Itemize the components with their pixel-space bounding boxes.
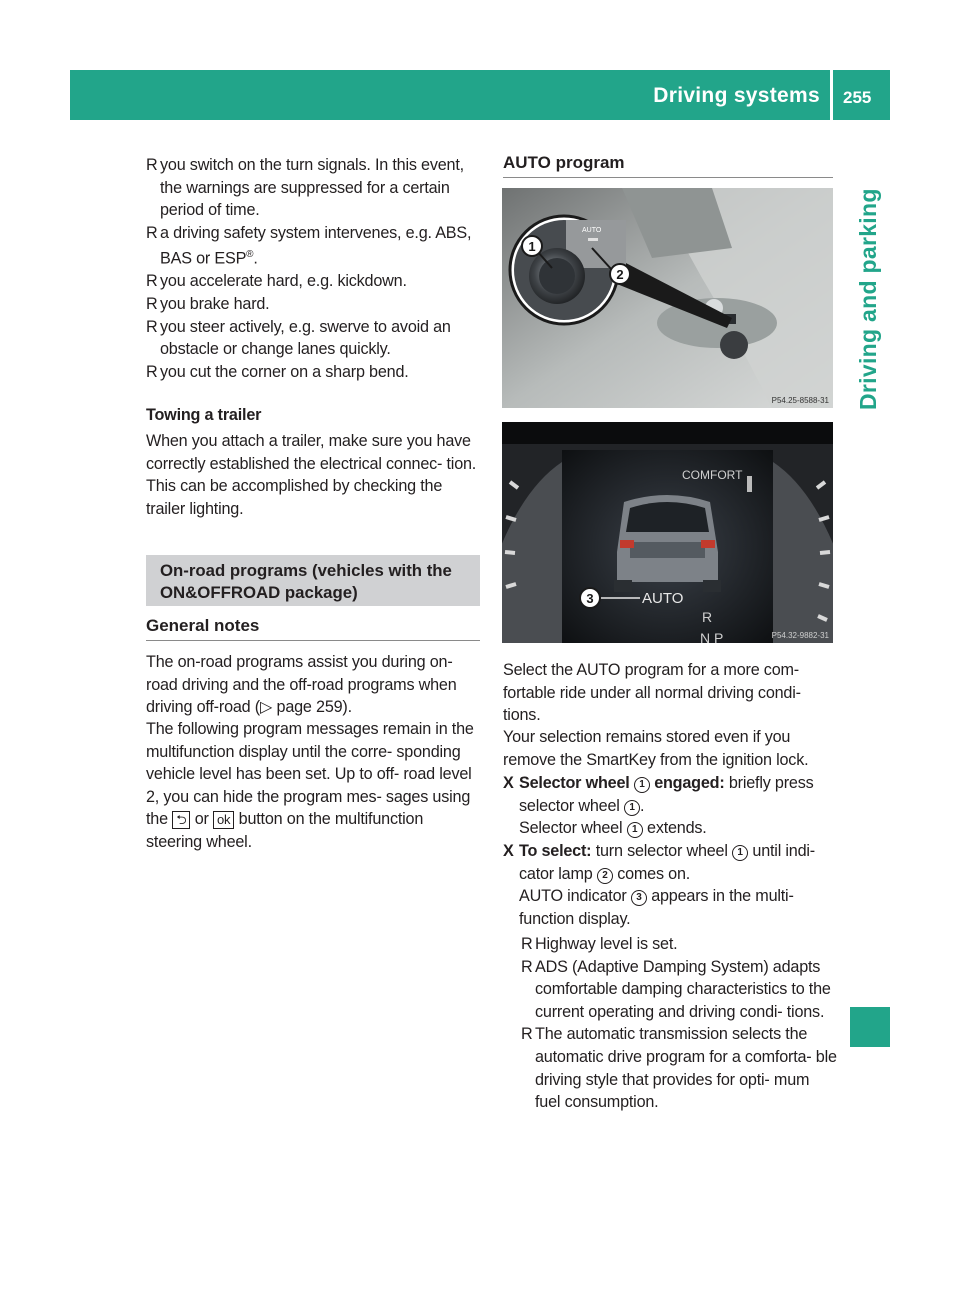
list-item: R you cut the corner on a sharp bend. (146, 362, 409, 381)
general-notes-p1: The on-road programs assist you during on- road driving and the off-road programs when driving off-road (▷ page 259). (146, 653, 457, 717)
section-heading: On-road programs (vehicles with the ON&OFFROAD package) (160, 561, 452, 602)
ref-1: 1 (627, 822, 643, 838)
step-select: X To select: turn selector wheel 1 until indi- cator lamp 2 comes on. AUTO indicator 3 appears in the multi- function display. (503, 842, 815, 928)
general-notes-heading: General notes (146, 616, 260, 635)
list-item: R you accelerate hard, e.g. kickdown. (146, 272, 407, 291)
warning-conditions-list (146, 154, 482, 383)
towing-text: When you attach a trailer, make sure you have correctly established the electrical connec- tion. This can be accomplished by checking the trailer lighting. (146, 432, 477, 518)
side-tab-label: Driving and parking (855, 188, 881, 410)
page-ref-arrow: ▷ (259, 698, 273, 717)
auto-p1: Select the AUTO program for a more com- fortable ride under all normal driving condi- tions. (503, 661, 801, 725)
result-list (521, 933, 837, 1114)
auto-p2: Your selection remains stored even if you remove the SmartKey from the ignition lock. (503, 728, 809, 769)
auto-indicator-label: AUTO (642, 590, 684, 607)
figure-code: P54.25-8588-31 (771, 396, 829, 405)
towing-heading: Towing a trailer (146, 406, 262, 424)
heading-rule (503, 177, 833, 178)
header-divider (830, 70, 833, 120)
step-engage: X Selector wheel 1 engaged: briefly press selector wheel 1 . Selector wheel 1 extends. (503, 774, 814, 838)
list-item: R ADS (Adaptive Damping System) adapts comfortable damping characteristics to the current operating and driving condi- tions. (521, 957, 831, 1021)
side-tab-marker (850, 1007, 890, 1047)
general-notes-p2: The following program messages remain in the multifunction display until the corre- sponding vehicle level has been set. Up to off- road level 2, you can hide the program mes- sages using the ⮌ or ok button on the multifunction steering wheel. (146, 720, 474, 851)
gear-r: R (702, 609, 713, 625)
list-item: R The automatic transmission selects the automatic drive program for a comforta- ble driving style that provides for opti- mum fuel consumption. (521, 1025, 837, 1112)
ok-key-icon: ok (213, 811, 234, 829)
instrument-cluster-photo (502, 422, 833, 643)
list-item: R you steer actively, e.g. swerve to avoid an obstacle or change lanes quickly. (146, 317, 451, 359)
ref-3: 3 (631, 890, 647, 906)
back-key-icon: ⮌ (172, 811, 190, 829)
page-number: 255 (843, 88, 872, 107)
figure-code: P54.32-9882-31 (771, 631, 829, 640)
gear-np: N P (700, 630, 724, 643)
auto-program-heading: AUTO program (503, 153, 625, 172)
console-photo (502, 188, 833, 408)
ref-1: 1 (624, 800, 640, 816)
ref-1: 1 (634, 777, 650, 793)
comfort-label: COMFORT (682, 468, 743, 482)
ref-2: 2 (597, 868, 613, 884)
callout-2: 2 (616, 267, 624, 282)
auto-button-label: AUTO (582, 227, 602, 234)
callout-3: 3 (586, 591, 594, 606)
page-title: Driving systems (653, 84, 820, 107)
list-item: R you switch on the turn signals. In this event, the warnings are suppressed for a certain period of time. (146, 156, 464, 220)
list-item: R a driving safety system intervenes, e.g. ABS, BAS or ESP®. (146, 223, 472, 268)
heading-rule (146, 640, 480, 641)
list-item: R Highway level is set. (521, 935, 678, 953)
ref-1: 1 (732, 845, 748, 861)
list-item: R you brake hard. (146, 294, 270, 313)
callout-1: 1 (528, 239, 536, 254)
